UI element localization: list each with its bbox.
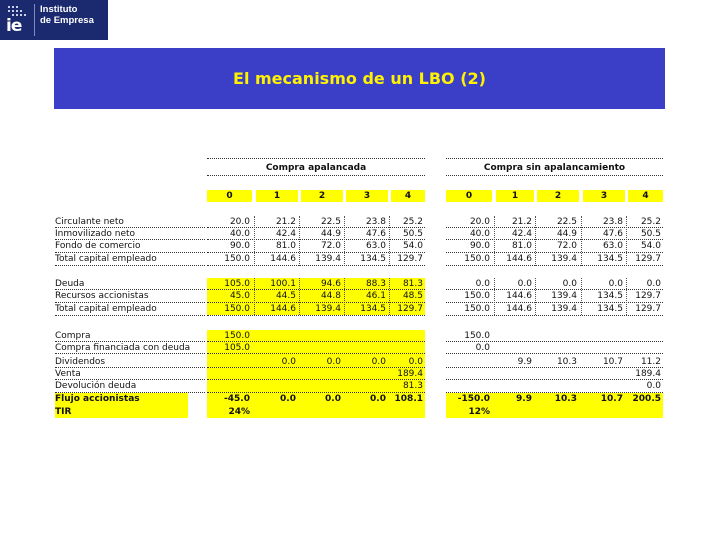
left-value bbox=[391, 406, 425, 418]
column-divider bbox=[254, 216, 255, 266]
right-value: 0.0 bbox=[646, 381, 661, 391]
row-divider bbox=[207, 252, 425, 253]
left-value: 144.6 bbox=[256, 303, 298, 315]
right-value bbox=[496, 380, 534, 392]
column-divider bbox=[535, 216, 536, 266]
column-divider bbox=[254, 278, 255, 315]
right-value: 150.0 bbox=[464, 331, 490, 341]
row-label: Recursos accionistas bbox=[55, 291, 149, 301]
row-divider bbox=[207, 379, 425, 380]
divider bbox=[207, 158, 425, 159]
right-value: 134.5 bbox=[597, 254, 623, 264]
left-value: 189.4 bbox=[391, 368, 425, 380]
year-header: 4 bbox=[628, 190, 663, 202]
left-value: 150.0 bbox=[207, 330, 252, 342]
left-value: 0.0 bbox=[346, 393, 388, 405]
row-divider bbox=[446, 367, 663, 368]
left-value: 44.8 bbox=[301, 290, 343, 302]
left-value: 105.0 bbox=[207, 342, 252, 354]
row-divider bbox=[55, 379, 205, 380]
row-divider bbox=[207, 315, 425, 316]
right-value: 200.5 bbox=[628, 393, 663, 405]
left-value: -45.0 bbox=[207, 393, 252, 405]
left-value: 139.4 bbox=[301, 303, 343, 315]
row-divider bbox=[446, 392, 663, 393]
left-value: 20.0 bbox=[229, 217, 250, 227]
divider bbox=[446, 158, 663, 159]
right-value: 139.4 bbox=[551, 291, 577, 301]
left-value: 94.6 bbox=[301, 278, 343, 290]
left-value: 21.2 bbox=[275, 217, 296, 227]
section-header-unleveraged: Compra sin apalancamiento bbox=[483, 163, 626, 173]
year-header: 1 bbox=[256, 190, 298, 202]
right-value: 11.2 bbox=[640, 357, 661, 367]
row-divider bbox=[55, 227, 205, 228]
left-value: 50.5 bbox=[402, 229, 423, 239]
slide-title: El mecanismo de un LBO (2) bbox=[233, 69, 486, 88]
right-value: 144.6 bbox=[506, 254, 532, 264]
right-value: 129.7 bbox=[635, 291, 661, 301]
right-value: 21.2 bbox=[511, 217, 532, 227]
column-divider bbox=[299, 278, 300, 315]
logo-line-1: Instituto bbox=[40, 4, 78, 15]
divider bbox=[207, 175, 425, 176]
left-value: 48.5 bbox=[391, 290, 425, 302]
row-divider bbox=[446, 252, 663, 253]
left-value: 47.6 bbox=[365, 229, 386, 239]
column-divider bbox=[389, 278, 390, 315]
left-value: 108.1 bbox=[391, 393, 425, 405]
year-header: 3 bbox=[346, 190, 388, 202]
row-divider bbox=[207, 239, 425, 240]
column-divider bbox=[389, 216, 390, 266]
year-header: 0 bbox=[207, 190, 252, 202]
row-divider bbox=[207, 341, 425, 342]
left-value: 129.7 bbox=[391, 303, 425, 315]
row-divider bbox=[446, 353, 663, 354]
row-divider bbox=[55, 341, 205, 342]
row-label: Compra bbox=[55, 331, 91, 341]
right-value bbox=[496, 406, 534, 418]
row-divider bbox=[446, 239, 663, 240]
right-value: 72.0 bbox=[556, 241, 577, 251]
left-value: 144.6 bbox=[270, 254, 296, 264]
row-divider bbox=[207, 392, 425, 393]
right-value: 144.6 bbox=[506, 291, 532, 301]
right-value: 150.0 bbox=[464, 291, 490, 301]
logo-text bbox=[40, 4, 94, 26]
row-divider bbox=[207, 353, 425, 354]
right-value: 20.0 bbox=[469, 217, 490, 227]
left-value: 44.5 bbox=[256, 290, 298, 302]
row-label: Circulante neto bbox=[55, 217, 124, 227]
left-value: 88.3 bbox=[346, 278, 388, 290]
year-header: 0 bbox=[446, 190, 492, 202]
right-value: 22.5 bbox=[556, 217, 577, 227]
right-value: 139.4 bbox=[551, 254, 577, 264]
row-label: Flujo accionistas bbox=[55, 393, 188, 405]
row-divider bbox=[446, 341, 663, 342]
left-value bbox=[301, 380, 343, 392]
column-divider bbox=[581, 278, 582, 315]
left-value bbox=[256, 380, 298, 392]
logo-dots-icon bbox=[6, 6, 32, 16]
row-divider bbox=[446, 265, 663, 266]
row-divider bbox=[446, 315, 663, 316]
right-value: 0.0 bbox=[475, 343, 490, 353]
row-label: Total capital empleado bbox=[55, 254, 157, 264]
right-value: 42.4 bbox=[511, 229, 532, 239]
row-divider bbox=[207, 227, 425, 228]
row-divider bbox=[55, 252, 205, 253]
row-label: Venta bbox=[55, 369, 81, 379]
right-value: 0.0 bbox=[646, 279, 661, 289]
column-divider bbox=[344, 278, 345, 315]
left-value: 0.0 bbox=[301, 393, 343, 405]
row-divider bbox=[446, 302, 663, 303]
left-value: 25.2 bbox=[402, 217, 423, 227]
right-value: 23.8 bbox=[602, 217, 623, 227]
row-divider bbox=[55, 353, 205, 354]
title-banner bbox=[54, 48, 665, 109]
row-divider bbox=[207, 289, 425, 290]
right-value: 9.9 bbox=[496, 393, 534, 405]
left-value: 81.0 bbox=[275, 241, 296, 251]
left-value: 0.0 bbox=[301, 356, 343, 368]
row-label: Total capital empleado bbox=[55, 304, 157, 314]
year-header: 1 bbox=[496, 190, 534, 202]
right-value: 44.9 bbox=[556, 229, 577, 239]
right-value: 25.2 bbox=[640, 217, 661, 227]
left-value: 24% bbox=[207, 406, 252, 418]
left-value: 134.5 bbox=[360, 254, 386, 264]
left-value: 139.4 bbox=[315, 254, 341, 264]
right-value: 129.7 bbox=[635, 304, 661, 314]
right-value: 10.3 bbox=[537, 393, 579, 405]
right-value: 63.0 bbox=[602, 241, 623, 251]
left-value: 40.0 bbox=[229, 229, 250, 239]
right-value: 150.0 bbox=[464, 304, 490, 314]
right-value: 0.0 bbox=[475, 279, 490, 289]
left-value: 54.0 bbox=[402, 241, 423, 251]
institution-logo bbox=[0, 0, 108, 40]
row-divider bbox=[207, 302, 425, 303]
right-value: 144.6 bbox=[506, 304, 532, 314]
right-value bbox=[537, 380, 579, 392]
row-divider bbox=[55, 265, 205, 266]
year-header: 3 bbox=[583, 190, 625, 202]
left-value: 105.0 bbox=[207, 278, 252, 290]
left-value: 129.7 bbox=[397, 254, 423, 264]
right-value bbox=[583, 406, 625, 418]
right-value: 134.5 bbox=[597, 291, 623, 301]
right-value bbox=[628, 406, 663, 418]
row-label: Inmovilizado neto bbox=[55, 229, 136, 239]
right-value: 134.5 bbox=[597, 304, 623, 314]
right-value: 10.7 bbox=[583, 393, 625, 405]
right-value: 150.0 bbox=[464, 254, 490, 264]
row-divider bbox=[207, 265, 425, 266]
row-divider bbox=[446, 227, 663, 228]
right-value: 0.0 bbox=[562, 279, 577, 289]
right-value: 0.0 bbox=[608, 279, 623, 289]
left-value: 0.0 bbox=[391, 356, 425, 368]
column-divider bbox=[344, 216, 345, 266]
logo-line-2: de Empresa bbox=[40, 15, 94, 26]
row-divider bbox=[55, 367, 205, 368]
right-value: 90.0 bbox=[469, 241, 490, 251]
right-value: 10.7 bbox=[602, 357, 623, 367]
row-divider bbox=[207, 367, 425, 368]
right-value: 139.4 bbox=[551, 304, 577, 314]
row-divider bbox=[55, 302, 205, 303]
row-divider bbox=[446, 379, 663, 380]
divider bbox=[446, 175, 663, 176]
right-value bbox=[537, 406, 579, 418]
left-value: 63.0 bbox=[365, 241, 386, 251]
left-value bbox=[207, 380, 252, 392]
right-value bbox=[583, 380, 625, 392]
right-value: 10.3 bbox=[556, 357, 577, 367]
row-divider bbox=[55, 392, 205, 393]
left-value bbox=[256, 406, 298, 418]
row-divider bbox=[446, 289, 663, 290]
logo-mark bbox=[4, 4, 35, 36]
column-divider bbox=[626, 278, 627, 315]
left-value bbox=[346, 380, 388, 392]
left-value: 100.1 bbox=[256, 278, 298, 290]
column-divider bbox=[626, 216, 627, 266]
right-value: 12% bbox=[446, 406, 492, 418]
row-label: TIR bbox=[55, 406, 188, 418]
left-value: 23.8 bbox=[365, 217, 386, 227]
left-value: 22.5 bbox=[320, 217, 341, 227]
row-label: Compra financiada con deuda bbox=[55, 343, 191, 353]
left-value: 81.3 bbox=[391, 380, 425, 392]
left-value: 90.0 bbox=[229, 241, 250, 251]
year-header: 2 bbox=[301, 190, 343, 202]
left-value: 150.0 bbox=[224, 254, 250, 264]
column-divider bbox=[581, 216, 582, 266]
row-divider bbox=[55, 315, 205, 316]
right-value: -150.0 bbox=[446, 393, 492, 405]
row-label: Dividendos bbox=[55, 357, 106, 367]
column-divider bbox=[494, 216, 495, 266]
right-value: 47.6 bbox=[602, 229, 623, 239]
right-value bbox=[446, 380, 492, 392]
row-divider bbox=[55, 239, 205, 240]
right-value: 0.0 bbox=[517, 279, 532, 289]
left-value: 0.0 bbox=[346, 356, 388, 368]
year-header: 4 bbox=[391, 190, 425, 202]
right-value: 54.0 bbox=[640, 241, 661, 251]
row-divider bbox=[55, 289, 205, 290]
left-value bbox=[346, 406, 388, 418]
year-header: 2 bbox=[537, 190, 579, 202]
right-value: 50.5 bbox=[640, 229, 661, 239]
row-label: Devolución deuda bbox=[55, 381, 137, 391]
column-divider bbox=[535, 278, 536, 315]
left-value: 0.0 bbox=[256, 393, 298, 405]
left-value: 42.4 bbox=[275, 229, 296, 239]
left-value: 45.0 bbox=[207, 290, 252, 302]
right-value: 9.9 bbox=[517, 357, 532, 367]
right-value: 129.7 bbox=[635, 254, 661, 264]
left-value: 0.0 bbox=[256, 356, 298, 368]
left-value: 150.0 bbox=[207, 303, 252, 315]
row-label: Deuda bbox=[55, 279, 85, 289]
left-value bbox=[301, 406, 343, 418]
right-value: 189.4 bbox=[635, 369, 661, 379]
left-value: 72.0 bbox=[320, 241, 341, 251]
left-value: 46.1 bbox=[346, 290, 388, 302]
row-label: Fondo de comercio bbox=[55, 241, 141, 251]
column-divider bbox=[299, 216, 300, 266]
right-value: 81.0 bbox=[511, 241, 532, 251]
logo-mark-text: ie bbox=[6, 16, 22, 36]
section-header-leveraged: Compra apalancada bbox=[265, 163, 367, 173]
column-divider bbox=[494, 278, 495, 315]
left-value: 134.5 bbox=[346, 303, 388, 315]
right-value: 40.0 bbox=[469, 229, 490, 239]
left-value: 44.9 bbox=[320, 229, 341, 239]
left-value: 81.3 bbox=[391, 278, 425, 290]
